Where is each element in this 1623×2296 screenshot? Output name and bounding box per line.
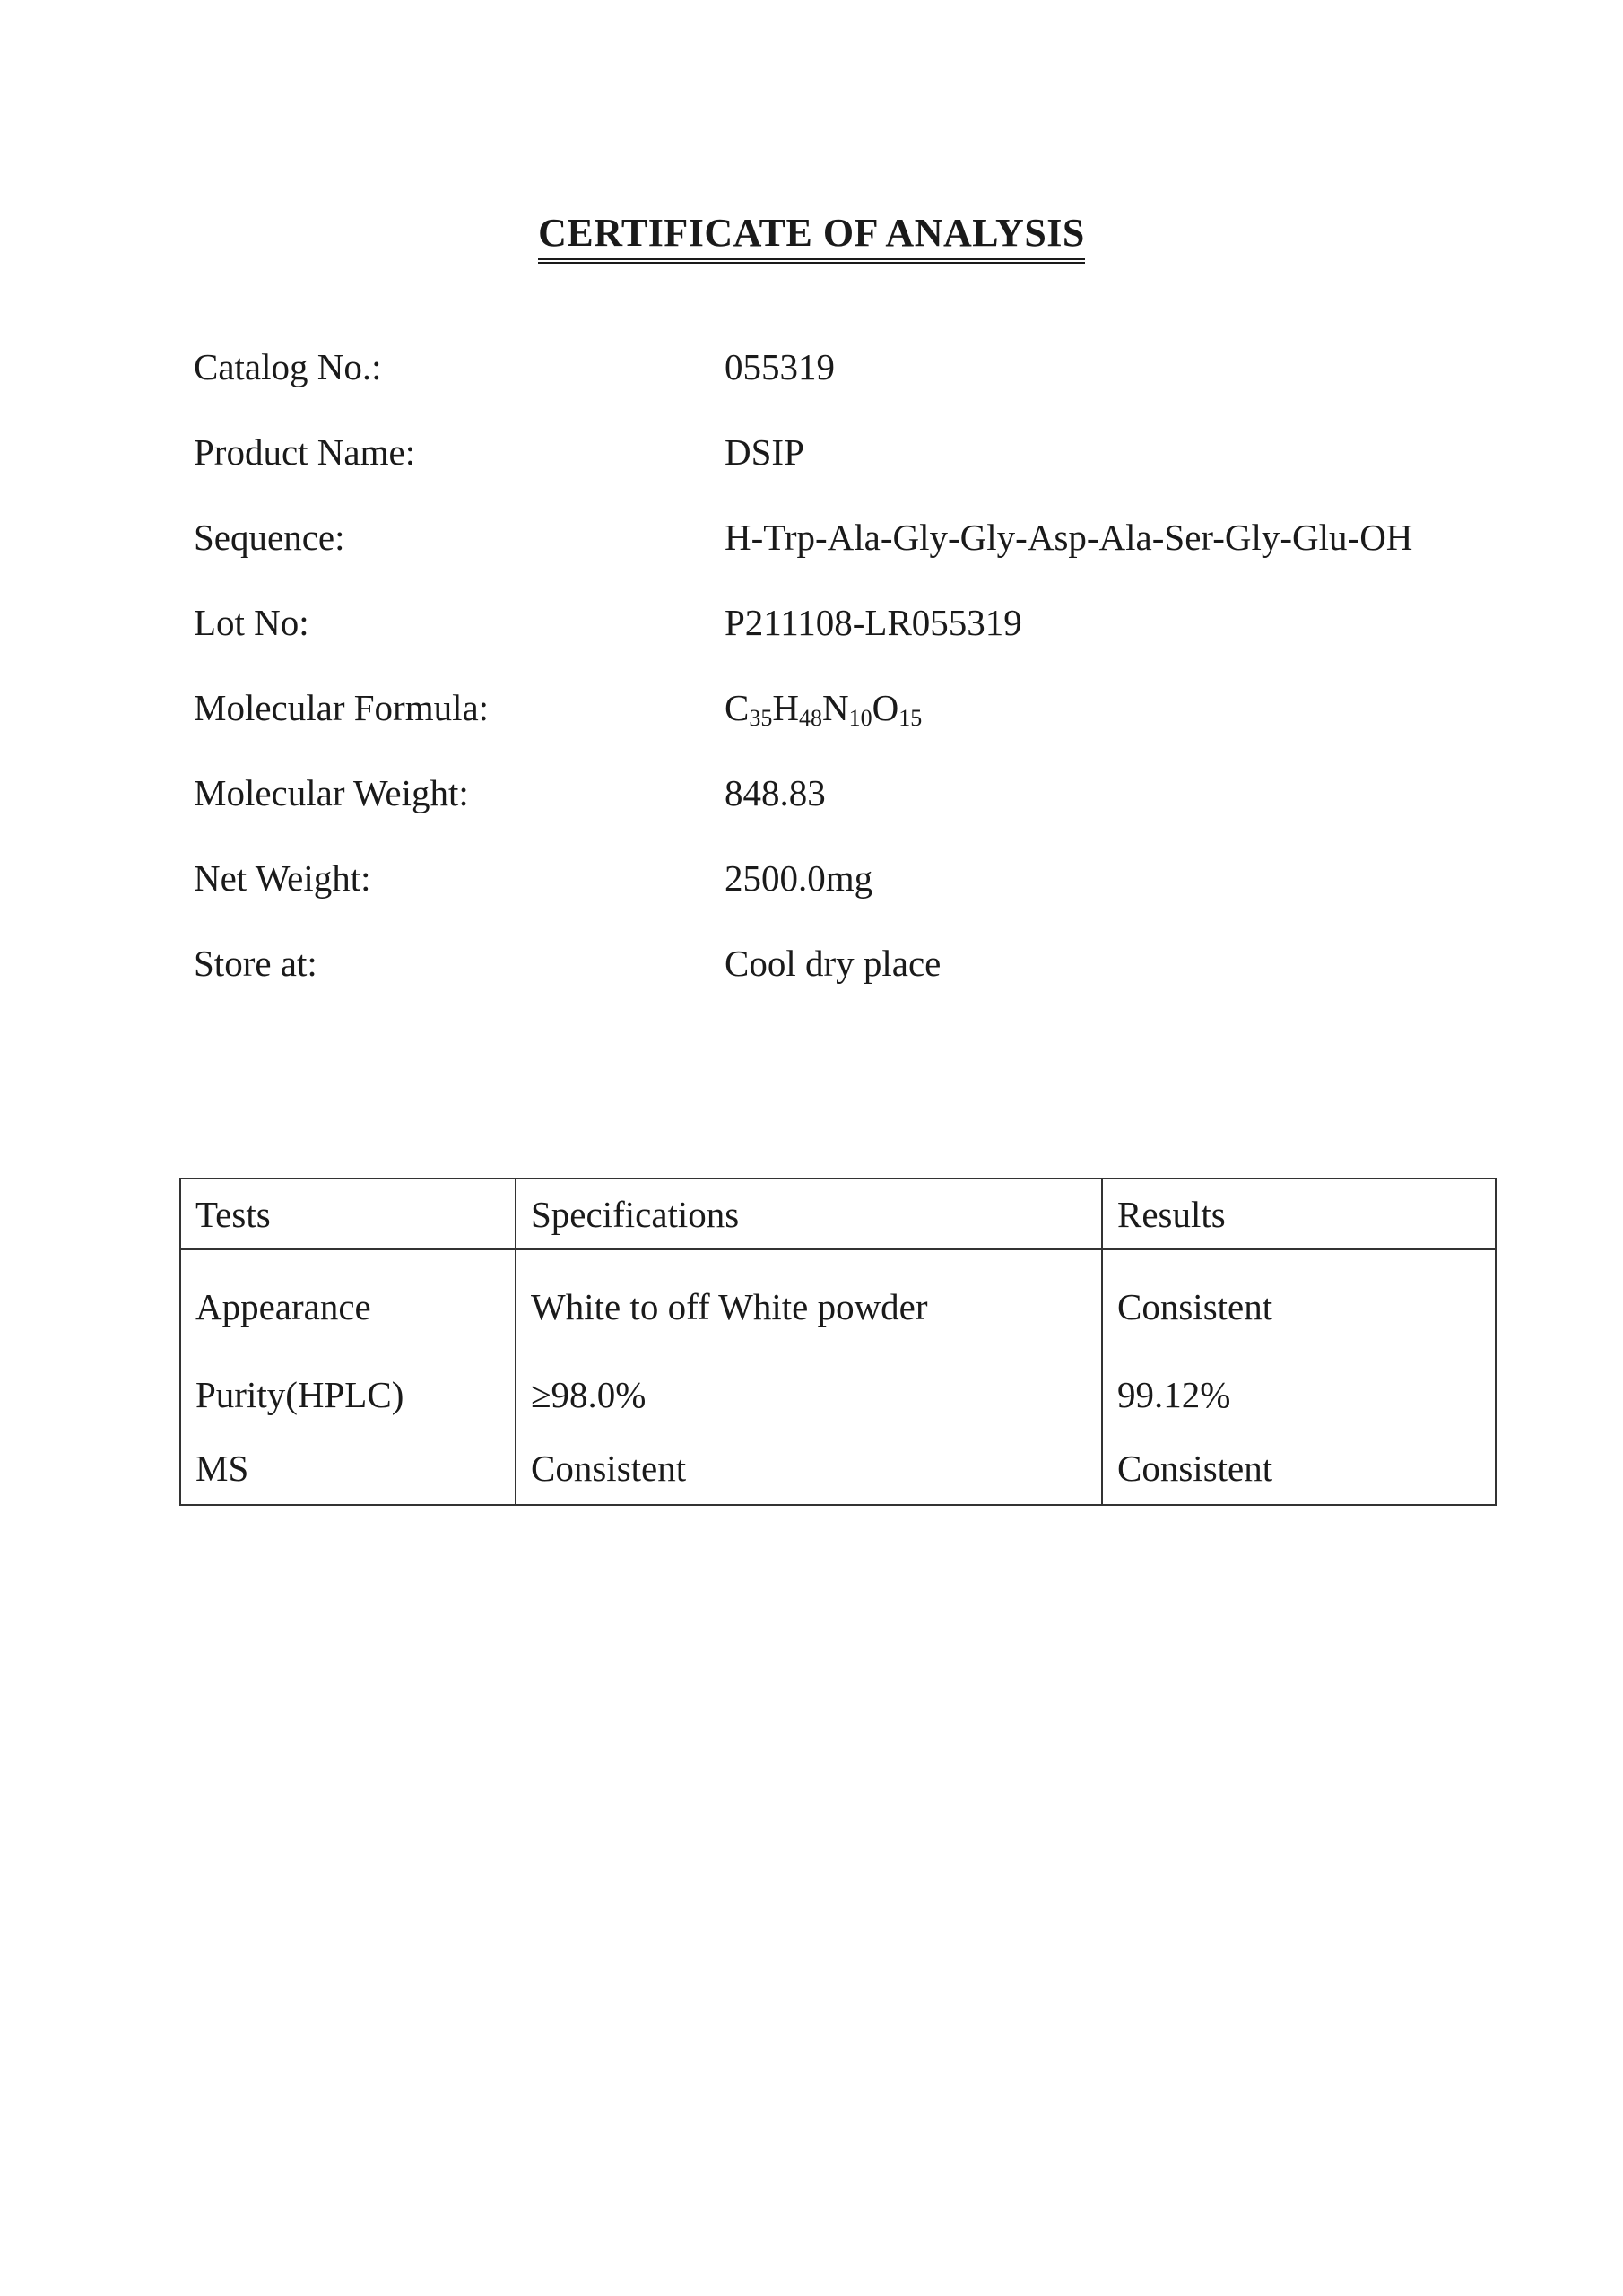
lot-label: Lot No: (194, 602, 309, 643)
formula-count: 48 (798, 705, 822, 731)
test-name: Purity(HPLC) (180, 1356, 516, 1432)
info-row-formula (194, 686, 1539, 771)
net-weight-label: Net Weight: (194, 857, 371, 899)
sequence-value: H-Trp-Ala-Gly-Gly-Asp-Ala-Ser-Gly-Glu-OH (725, 517, 1413, 558)
catalog-label: Catalog No.: (194, 346, 382, 387)
title-text: CERTIFICATE OF ANALYSIS (538, 213, 1085, 264)
header-specifications: Specifications (516, 1178, 1102, 1249)
document-title (0, 213, 1623, 264)
table-row (180, 1249, 1496, 1356)
header-tests: Tests (180, 1178, 516, 1249)
catalog-value: 055319 (725, 346, 835, 387)
info-row-net (194, 857, 1539, 942)
test-specification: White to off White powder (516, 1249, 1102, 1356)
test-specification: ≥98.0% (516, 1356, 1102, 1432)
test-name: MS (180, 1432, 516, 1505)
table-row (180, 1432, 1496, 1505)
formula-label: Molecular Formula: (194, 687, 490, 728)
test-result: Consistent (1102, 1432, 1496, 1505)
test-specification: Consistent (516, 1432, 1102, 1505)
formula-count: 15 (898, 705, 923, 731)
lot-value: P211108-LR055319 (725, 602, 1022, 643)
info-row-product (194, 430, 1539, 516)
table-header-row (180, 1178, 1496, 1249)
header-results: Results (1102, 1178, 1496, 1249)
formula-value (725, 686, 1539, 729)
molecular-weight-value: 848.83 (725, 772, 826, 813)
info-row-lot (194, 601, 1539, 686)
table-row (180, 1356, 1496, 1432)
info-row-sequence (194, 516, 1539, 601)
net-weight-value: 2500.0mg (725, 857, 873, 899)
info-row-store (194, 942, 1539, 1027)
formula-element: H (772, 687, 799, 728)
formula-element: O (872, 687, 899, 728)
product-info (194, 345, 1539, 1027)
test-result: 99.12% (1102, 1356, 1496, 1432)
store-value: Cool dry place (725, 943, 942, 984)
test-name: Appearance (180, 1249, 516, 1356)
formula-element: N (821, 687, 849, 728)
sequence-label: Sequence: (194, 517, 345, 558)
formula-count: 35 (749, 705, 773, 731)
product-name-label: Product Name: (194, 431, 416, 473)
molecular-weight-label: Molecular Weight: (194, 772, 469, 813)
info-row-catalog (194, 345, 1539, 430)
info-row-mw (194, 771, 1539, 857)
store-label: Store at: (194, 943, 317, 984)
formula-element: C (725, 687, 750, 728)
formula-count: 10 (848, 705, 872, 731)
test-result: Consistent (1102, 1249, 1496, 1356)
tests-table (179, 1178, 1497, 1506)
product-name-value: DSIP (725, 431, 804, 473)
